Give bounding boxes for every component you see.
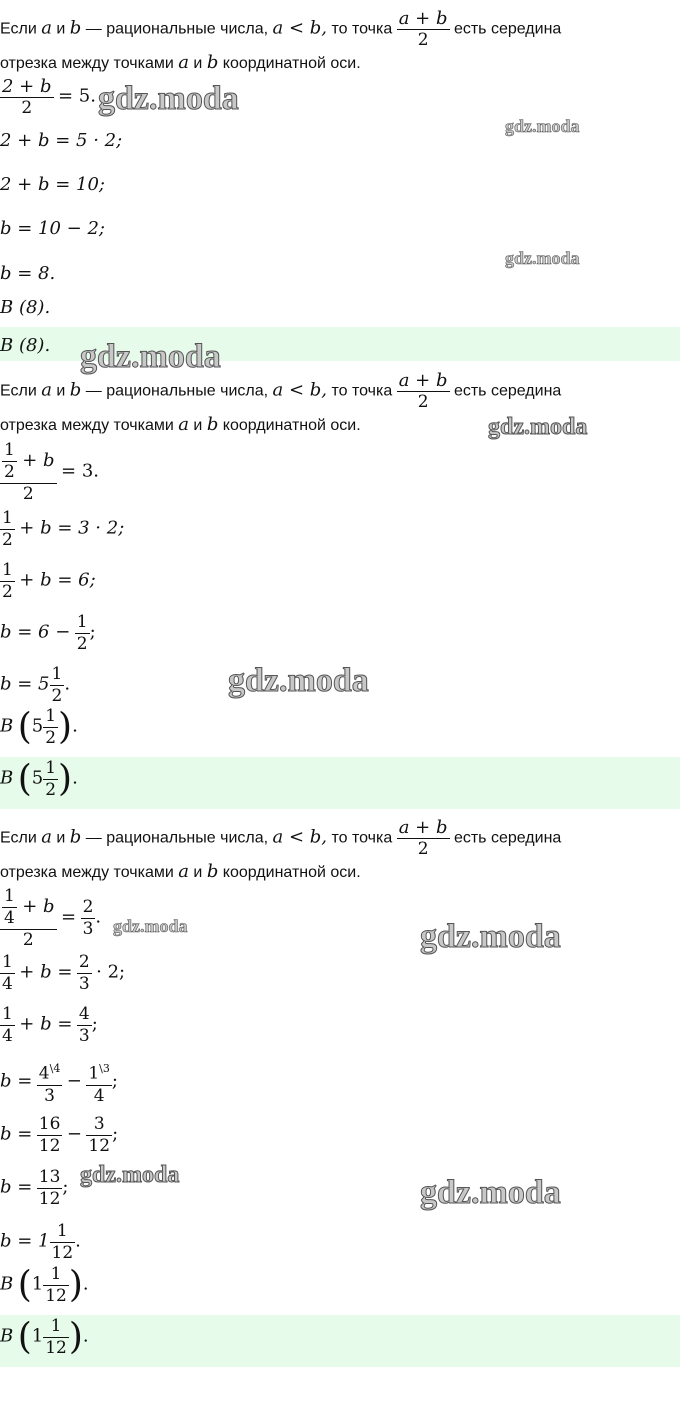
b1-answer: B (8).: [0, 335, 51, 356]
b3-equation-5: b = $\frac{16}{12}$ − $\frac{3}{12}$ ;: [0, 1114, 119, 1156]
b3-equation-6: b = $\frac{13}{12}$ ;: [0, 1167, 69, 1209]
intro-line-2: отрезка между точками a и b координатной оси.: [0, 52, 361, 73]
b1-equation-5: b = 8.: [0, 263, 56, 284]
intro3-line-1: Если a и b — рациональные числа, a < b, то точка $\frac{a + b}{2}$ есть середина: [0, 817, 562, 859]
intro2-line-2: отрезка между точками a и b координатной оси.: [0, 414, 361, 435]
watermark: gdz.moda: [228, 662, 369, 699]
b3-equation-7: b = 1 $\frac{1}{12}$ .: [0, 1221, 81, 1263]
b1-equation-3: 2 + b = 10;: [0, 174, 105, 195]
b2-answer-band: [0, 757, 680, 809]
midpoint-fraction: $\frac{a + b}{2}$: [398, 8, 448, 50]
watermark: gdz.moda: [420, 1174, 561, 1211]
b3-equation-2: $\frac{1}{4}$ + b = $\frac{2}{3}$ · 2;: [2, 952, 126, 994]
intro3-line-2: отрезка между точками a и b координатной оси.: [0, 861, 361, 882]
watermark: gdz.moda: [80, 1162, 180, 1188]
b2-equation-5: b = 5 $\frac{1}{2}$ .: [0, 664, 71, 706]
watermark: gdz.moda: [113, 916, 188, 936]
watermark: gdz.moda: [505, 116, 580, 136]
watermark: gdz.moda: [98, 80, 239, 117]
b3-equation-4: b = $\frac{4^{\backslash 4}}{3}$ − $\frac{1^{\backslash 3}}{4}$ ;: [0, 1058, 118, 1107]
b1-equation-2: 2 + b = 5 · 2;: [0, 130, 123, 151]
intro-line-1: Если a и b — рациональные числа, a < b, то точка $\frac{a + b}{2}$ есть середина: [0, 8, 562, 50]
b2-equation-1: $\frac{1}{2}$ + b 2 = 3.: [0, 440, 99, 505]
b1-point: B (8).: [0, 297, 51, 318]
b3-point: B (1 $\frac{1}{12}$ ).: [0, 1264, 89, 1306]
b3-answer-band: [0, 1315, 680, 1367]
b2-point: B (5 $\frac{1}{2}$ ).: [0, 706, 78, 748]
b2-equation-4: b = 6 − $\frac{1}{2}$ ;: [0, 612, 96, 654]
watermark: gdz.moda: [80, 338, 221, 375]
b3-answer: B (1 $\frac{1}{12}$ ).: [0, 1316, 89, 1358]
b2-answer: B (5 $\frac{1}{2}$ ).: [0, 758, 78, 800]
b1-equation-1: $\frac{2 + b}{2}$ = 5.: [2, 76, 96, 118]
watermark: gdz.moda: [505, 248, 580, 268]
watermark: gdz.moda: [420, 918, 561, 955]
b2-equation-2: $\frac{1}{2}$ + b = 3 · 2;: [2, 508, 125, 550]
b1-equation-4: b = 10 − 2;: [0, 218, 105, 239]
b3-equation-1: $\frac{1}{4}$ + b 2 = $\frac{2}{3}$ .: [0, 886, 101, 951]
intro2-line-1: Если a и b — рациональные числа, a < b, то точка $\frac{a + b}{2}$ есть середина: [0, 370, 562, 412]
b2-equation-3: $\frac{1}{2}$ + b = 6;: [2, 560, 96, 602]
b3-equation-3: $\frac{1}{4}$ + b = $\frac{4}{3}$ ;: [2, 1004, 98, 1046]
watermark: gdz.moda: [488, 414, 588, 440]
